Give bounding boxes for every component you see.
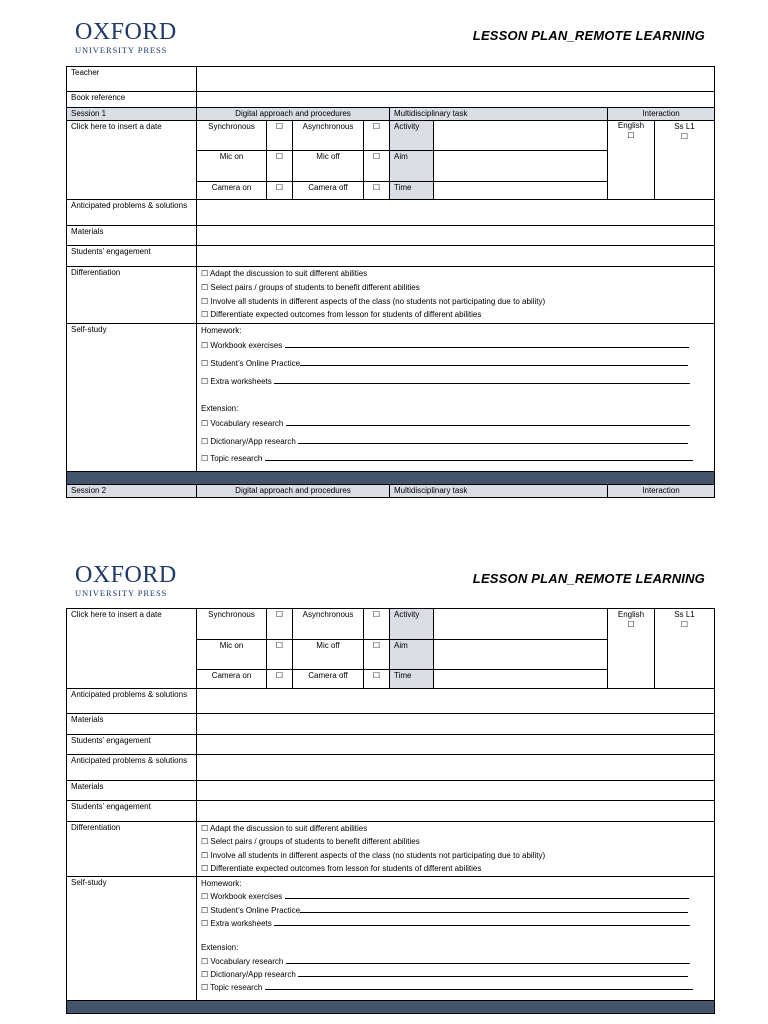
english-label: English: [617, 121, 645, 130]
aim-label: Aim: [390, 640, 434, 670]
ss-l1-checkbox[interactable]: ☐: [680, 132, 689, 141]
camera-off-label: Camera off: [293, 182, 364, 200]
materials-field[interactable]: [197, 781, 715, 801]
asynchronous-checkbox[interactable]: ☐: [364, 121, 390, 151]
homework-option-online-practice[interactable]: ☐ Student’s Online Practice: [201, 355, 710, 373]
engagement-label: Students’ engagement: [67, 801, 197, 822]
differentiation-option[interactable]: ☐ Select pairs / groups of students to benefit different abilities: [201, 837, 420, 847]
time-label: Time: [390, 670, 434, 689]
extension-option-topic[interactable]: ☐ Topic research: [201, 981, 710, 994]
digital-approach-header: Digital approach and procedures: [197, 485, 390, 498]
activity-field[interactable]: [434, 121, 608, 151]
extension-label: Extension:: [201, 404, 239, 414]
english-option[interactable]: [608, 121, 655, 200]
extension-option-vocabulary[interactable]: ☐ Vocabulary research: [201, 415, 710, 433]
differentiation-option[interactable]: ☐ Involve all students in different aspects of the class (no students not participating due to ability): [201, 296, 546, 306]
homework-label: Homework:: [201, 326, 242, 336]
mic-on-label: Mic on: [197, 151, 267, 182]
document-title: LESSON PLAN_REMOTE LEARNING: [472, 571, 705, 586]
self-study-label: Self-study: [67, 877, 197, 1001]
mic-off-label: Mic off: [293, 640, 364, 670]
date-picker[interactable]: Click here to insert a date: [67, 609, 197, 689]
english-checkbox[interactable]: ☐: [627, 131, 635, 140]
homework-option-online-practice[interactable]: ☐ Student’s Online Practice: [201, 904, 710, 917]
time-field[interactable]: [434, 182, 608, 200]
differentiation-label: Differentiation: [67, 822, 197, 877]
logo-sub-text: UNIVERSITY PRESS: [75, 45, 168, 55]
anticipated-problems-field[interactable]: [197, 689, 715, 714]
materials-label: Materials: [67, 714, 197, 735]
logo-main-text: OXFORD: [75, 19, 177, 45]
asynchronous-checkbox[interactable]: ☐: [364, 609, 390, 640]
session-header-row: [67, 108, 715, 121]
oxford-logo: [75, 563, 185, 598]
document-title: LESSON PLAN_REMOTE LEARNING: [472, 28, 705, 43]
book-reference-label: Book reference: [67, 92, 197, 108]
english-option[interactable]: [608, 609, 655, 689]
aim-label: Aim: [390, 151, 434, 182]
camera-off-label: Camera off: [293, 670, 364, 689]
anticipated-problems-label: Anticipated problems & solutions: [67, 200, 197, 226]
english-label: English: [617, 610, 645, 619]
lesson-plan-table: [66, 608, 715, 1014]
differentiation-option[interactable]: ☐ Involve all students in different aspects of the class (no students not participating due to ability): [201, 850, 546, 860]
activity-label: Activity: [390, 609, 434, 640]
extension-label: Extension:: [201, 943, 239, 953]
oxford-logo: [75, 20, 185, 55]
mic-on-label: Mic on: [197, 640, 267, 670]
differentiation-label: Differentiation: [67, 267, 197, 324]
extension-option-vocabulary[interactable]: ☐ Vocabulary research: [201, 955, 710, 968]
engagement-field[interactable]: [197, 735, 715, 755]
differentiation-option[interactable]: ☐ Adapt the discussion to suit different abilities: [201, 824, 368, 833]
camera-off-checkbox[interactable]: ☐: [364, 182, 390, 200]
interaction-header: Interaction: [608, 485, 715, 498]
multidisciplinary-header: Multidisciplinary task: [390, 108, 608, 121]
mic-off-checkbox[interactable]: ☐: [364, 640, 390, 670]
section-divider-bar: [67, 1001, 715, 1014]
english-checkbox[interactable]: ☐: [627, 620, 635, 629]
teacher-field[interactable]: [197, 67, 715, 92]
homework-option-workbook[interactable]: ☐ Workbook exercises: [201, 337, 710, 355]
engagement-label: Students’ engagement: [67, 735, 197, 755]
lesson-plan-table: [66, 66, 715, 498]
ss-l1-label: Ss L1: [674, 610, 695, 619]
differentiation-options: [197, 267, 715, 324]
activity-label: Activity: [390, 121, 434, 151]
extension-option-topic[interactable]: ☐ Topic research: [201, 451, 710, 466]
engagement-field[interactable]: [197, 246, 715, 267]
session-header-row: [67, 485, 715, 498]
anticipated-problems-label: Anticipated problems & solutions: [67, 689, 197, 714]
mic-off-checkbox[interactable]: ☐: [364, 151, 390, 182]
self-study-label: Self-study: [67, 324, 197, 472]
teacher-label: Teacher: [67, 67, 197, 92]
mic-on-checkbox[interactable]: ☐: [267, 151, 293, 182]
date-picker[interactable]: Click here to insert a date: [67, 121, 197, 200]
materials-label: Materials: [67, 226, 197, 246]
book-reference-field[interactable]: [197, 92, 715, 108]
camera-on-label: Camera on: [197, 670, 267, 689]
aim-field[interactable]: [434, 151, 608, 182]
time-label: Time: [390, 182, 434, 200]
logo-sub-text: UNIVERSITY PRESS: [75, 588, 168, 598]
homework-option-worksheets[interactable]: ☐ Extra worksheets: [201, 917, 710, 930]
anticipated-problems-field[interactable]: [197, 755, 715, 781]
camera-off-checkbox[interactable]: ☐: [364, 670, 390, 689]
interaction-header: Interaction: [608, 108, 715, 121]
ss-l1-option[interactable]: [655, 609, 715, 689]
differentiation-option[interactable]: ☐ Differentiate expected outcomes from lesson for students of different abilities: [201, 310, 482, 320]
engagement-label: Students’ engagement: [67, 246, 197, 267]
self-study-options: [197, 877, 715, 1001]
ss-l1-label: Ss L1: [674, 122, 695, 131]
asynchronous-label: Asynchronous: [293, 121, 364, 151]
activity-field[interactable]: [434, 609, 608, 640]
mic-on-checkbox[interactable]: ☐: [267, 640, 293, 670]
synchronous-label: Synchronous: [197, 609, 267, 640]
digital-approach-header: Digital approach and procedures: [197, 108, 390, 121]
materials-field[interactable]: [197, 714, 715, 735]
engagement-field[interactable]: [197, 801, 715, 822]
differentiation-option[interactable]: ☐ Differentiate expected outcomes from lesson for students of different abilities: [201, 863, 482, 873]
session-label: Session 1: [67, 108, 197, 121]
synchronous-checkbox[interactable]: ☐: [267, 121, 293, 151]
multidisciplinary-header: Multidisciplinary task: [390, 485, 608, 498]
camera-on-checkbox[interactable]: ☐: [267, 182, 293, 200]
extension-option-dictionary[interactable]: ☐ Dictionary/App research: [201, 433, 710, 451]
homework-option-worksheets[interactable]: ☐ Extra worksheets: [201, 373, 710, 391]
differentiation-option[interactable]: ☐ Select pairs / groups of students to benefit different abilities: [201, 282, 420, 292]
camera-on-label: Camera on: [197, 182, 267, 200]
homework-label: Homework:: [201, 879, 242, 889]
anticipated-problems-label: Anticipated problems & solutions: [67, 755, 197, 781]
asynchronous-label: Asynchronous: [293, 609, 364, 640]
synchronous-label: Synchronous: [197, 121, 267, 151]
session-label: Session 2: [67, 485, 197, 498]
logo-main-text: OXFORD: [75, 562, 177, 588]
camera-on-checkbox[interactable]: ☐: [267, 670, 293, 689]
differentiation-options: [197, 822, 715, 877]
aim-field[interactable]: [434, 640, 608, 670]
anticipated-problems-field[interactable]: [197, 200, 715, 226]
differentiation-option[interactable]: ☐ Adapt the discussion to suit different abilities: [201, 269, 368, 278]
materials-label: Materials: [67, 781, 197, 801]
synchronous-checkbox[interactable]: ☐: [267, 609, 293, 640]
materials-field[interactable]: [197, 226, 715, 246]
extension-option-dictionary[interactable]: ☐ Dictionary/App research: [201, 968, 710, 981]
mic-off-label: Mic off: [293, 151, 364, 182]
self-study-options: [197, 324, 715, 472]
homework-option-workbook[interactable]: ☐ Workbook exercises: [201, 890, 710, 903]
ss-l1-option[interactable]: [655, 121, 715, 200]
ss-l1-checkbox[interactable]: ☐: [680, 620, 689, 629]
section-divider-bar: [67, 472, 715, 485]
time-field[interactable]: [434, 670, 608, 689]
